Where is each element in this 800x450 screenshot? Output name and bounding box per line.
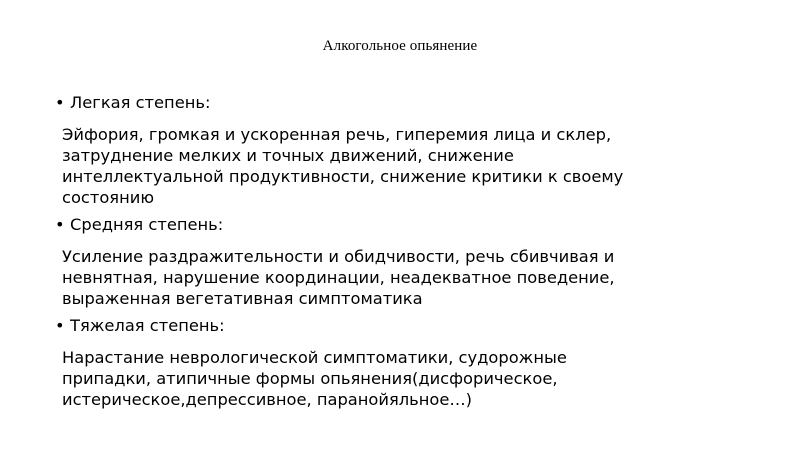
bullet-heading: Средняя степень: [70, 215, 224, 234]
paragraph-medium-degree [62, 246, 752, 309]
paragraph-severe-degree [62, 347, 752, 410]
bullet-light-degree [55, 92, 752, 113]
paragraph-line: выраженная вегетативная симптоматика [62, 289, 423, 308]
bullet-dot-icon: • [55, 316, 65, 335]
bullet-heading: Тяжелая степень: [70, 316, 225, 335]
paragraph-line: припадки, атипичные формы опьянения(дисфорическое, [62, 369, 558, 388]
bullet-severe-degree [55, 315, 752, 336]
paragraph-line: невнятная, нарушение координации, неадекватное поведение, [62, 268, 615, 287]
paragraph-line: затруднение мелких и точных движений, снижение [62, 146, 514, 165]
paragraph-line: истерическое,депрессивное, паранойяльное…) [62, 390, 473, 409]
paragraph-line: интеллектуальной продуктивности, снижение критики к своему [62, 167, 624, 186]
slide-title: Алкогольное опьянение [322, 38, 478, 54]
bullet-heading: Легкая степень: [70, 93, 211, 112]
bullet-medium-degree [55, 214, 752, 235]
bullet-dot-icon: • [55, 215, 65, 234]
bullet-dot-icon: • [55, 93, 65, 112]
paragraph-line: Эйфория, громкая и ускоренная речь, гиперемия лица и склер, [62, 125, 612, 144]
slide-content [55, 92, 752, 416]
paragraph-line: Нарастание неврологической симптоматики, судорожные [62, 348, 567, 367]
paragraph-line: состоянию [62, 188, 155, 207]
paragraph-line: Усиление раздражительности и обидчивости, речь сбивчивая и [62, 247, 615, 266]
paragraph-light-degree [62, 124, 752, 208]
